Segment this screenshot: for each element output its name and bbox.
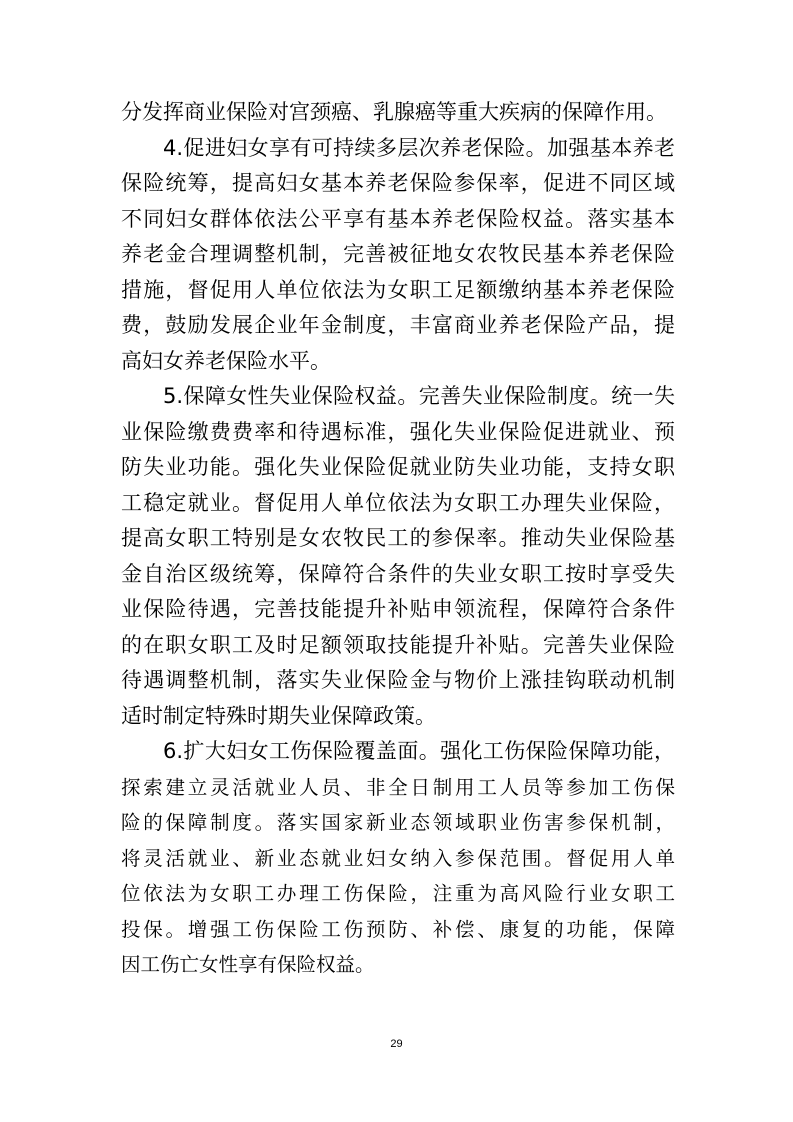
- body-text: [121, 95, 675, 983]
- text-line: 探索建立灵活就业人员、非全日制用工人员等参加工伤保: [121, 775, 675, 799]
- text-line: 防失业功能。强化失业保险促就业防失业功能，支持女职: [121, 455, 675, 479]
- text-line: 投保。增强工伤保险工伤预防、补偿、康复的功能，保障: [121, 917, 675, 941]
- text-line: 4.促进妇女享有可持续多层次养老保险。加强基本养老: [163, 135, 675, 160]
- text-line: 保险统筹，提高妇女基本养老保险参保率，促进不同区域: [121, 171, 675, 195]
- text-line: 5.保障女性失业保险权益。完善失业保险制度。统一失: [163, 384, 675, 408]
- text-line: 的在职女职工及时足额领取技能提升补贴。完善失业保险: [121, 632, 675, 657]
- text-line: 位依法为女职工办理工伤保险，注重为高风险行业女职工: [121, 882, 675, 905]
- text-line: 险的保障制度。落实国家新业态领域职业伤害参保机制，: [121, 811, 675, 834]
- text-line: 适时制定特殊时期失业保障政策。: [121, 703, 436, 728]
- text-line: 费，鼓励发展企业年金制度，丰富商业养老保险产品，提: [121, 313, 675, 337]
- page-number: 29: [390, 1038, 403, 1050]
- text-line: 高妇女养老保险水平。: [121, 348, 331, 373]
- text-line: 不同妇女群体依法公平享有基本养老保险权益。落实基本: [121, 206, 675, 231]
- text-line: 分发挥商业保险对宫颈癌、乳腺癌等重大疾病的保障作用。: [121, 100, 667, 124]
- text-line: 待遇调整机制，落实失业保险金与物价上涨挂钩联动机制: [121, 668, 675, 692]
- text-line: 提高女职工特别是女农牧民工的参保率。推动失业保险基: [121, 526, 675, 550]
- text-line: 业保险待遇，完善技能提升补贴申领流程，保障符合条件: [121, 597, 675, 621]
- text-line: 将灵活就业、新业态就业妇女纳入参保范围。督促用人单: [121, 846, 675, 870]
- text-line: 金自治区级统筹，保障符合条件的失业女职工按时享受失: [121, 561, 675, 586]
- text-line: 养老金合理调整机制，完善被征地女农牧民基本养老保险: [121, 242, 675, 266]
- text-line: 工稳定就业。督促用人单位依法为女职工办理失业保险，: [121, 490, 675, 515]
- text-line: 业保险缴费费率和待遇标准，强化失业保险促进就业、预: [121, 419, 675, 444]
- text-line: 措施，督促用人单位依法为女职工足额缴纳基本养老保险: [121, 277, 675, 302]
- text-line: 6.扩大妇女工伤保险覆盖面。强化工伤保险保障功能，: [163, 739, 675, 763]
- text-line: 因工伤亡女性享有保险权益。: [121, 953, 375, 976]
